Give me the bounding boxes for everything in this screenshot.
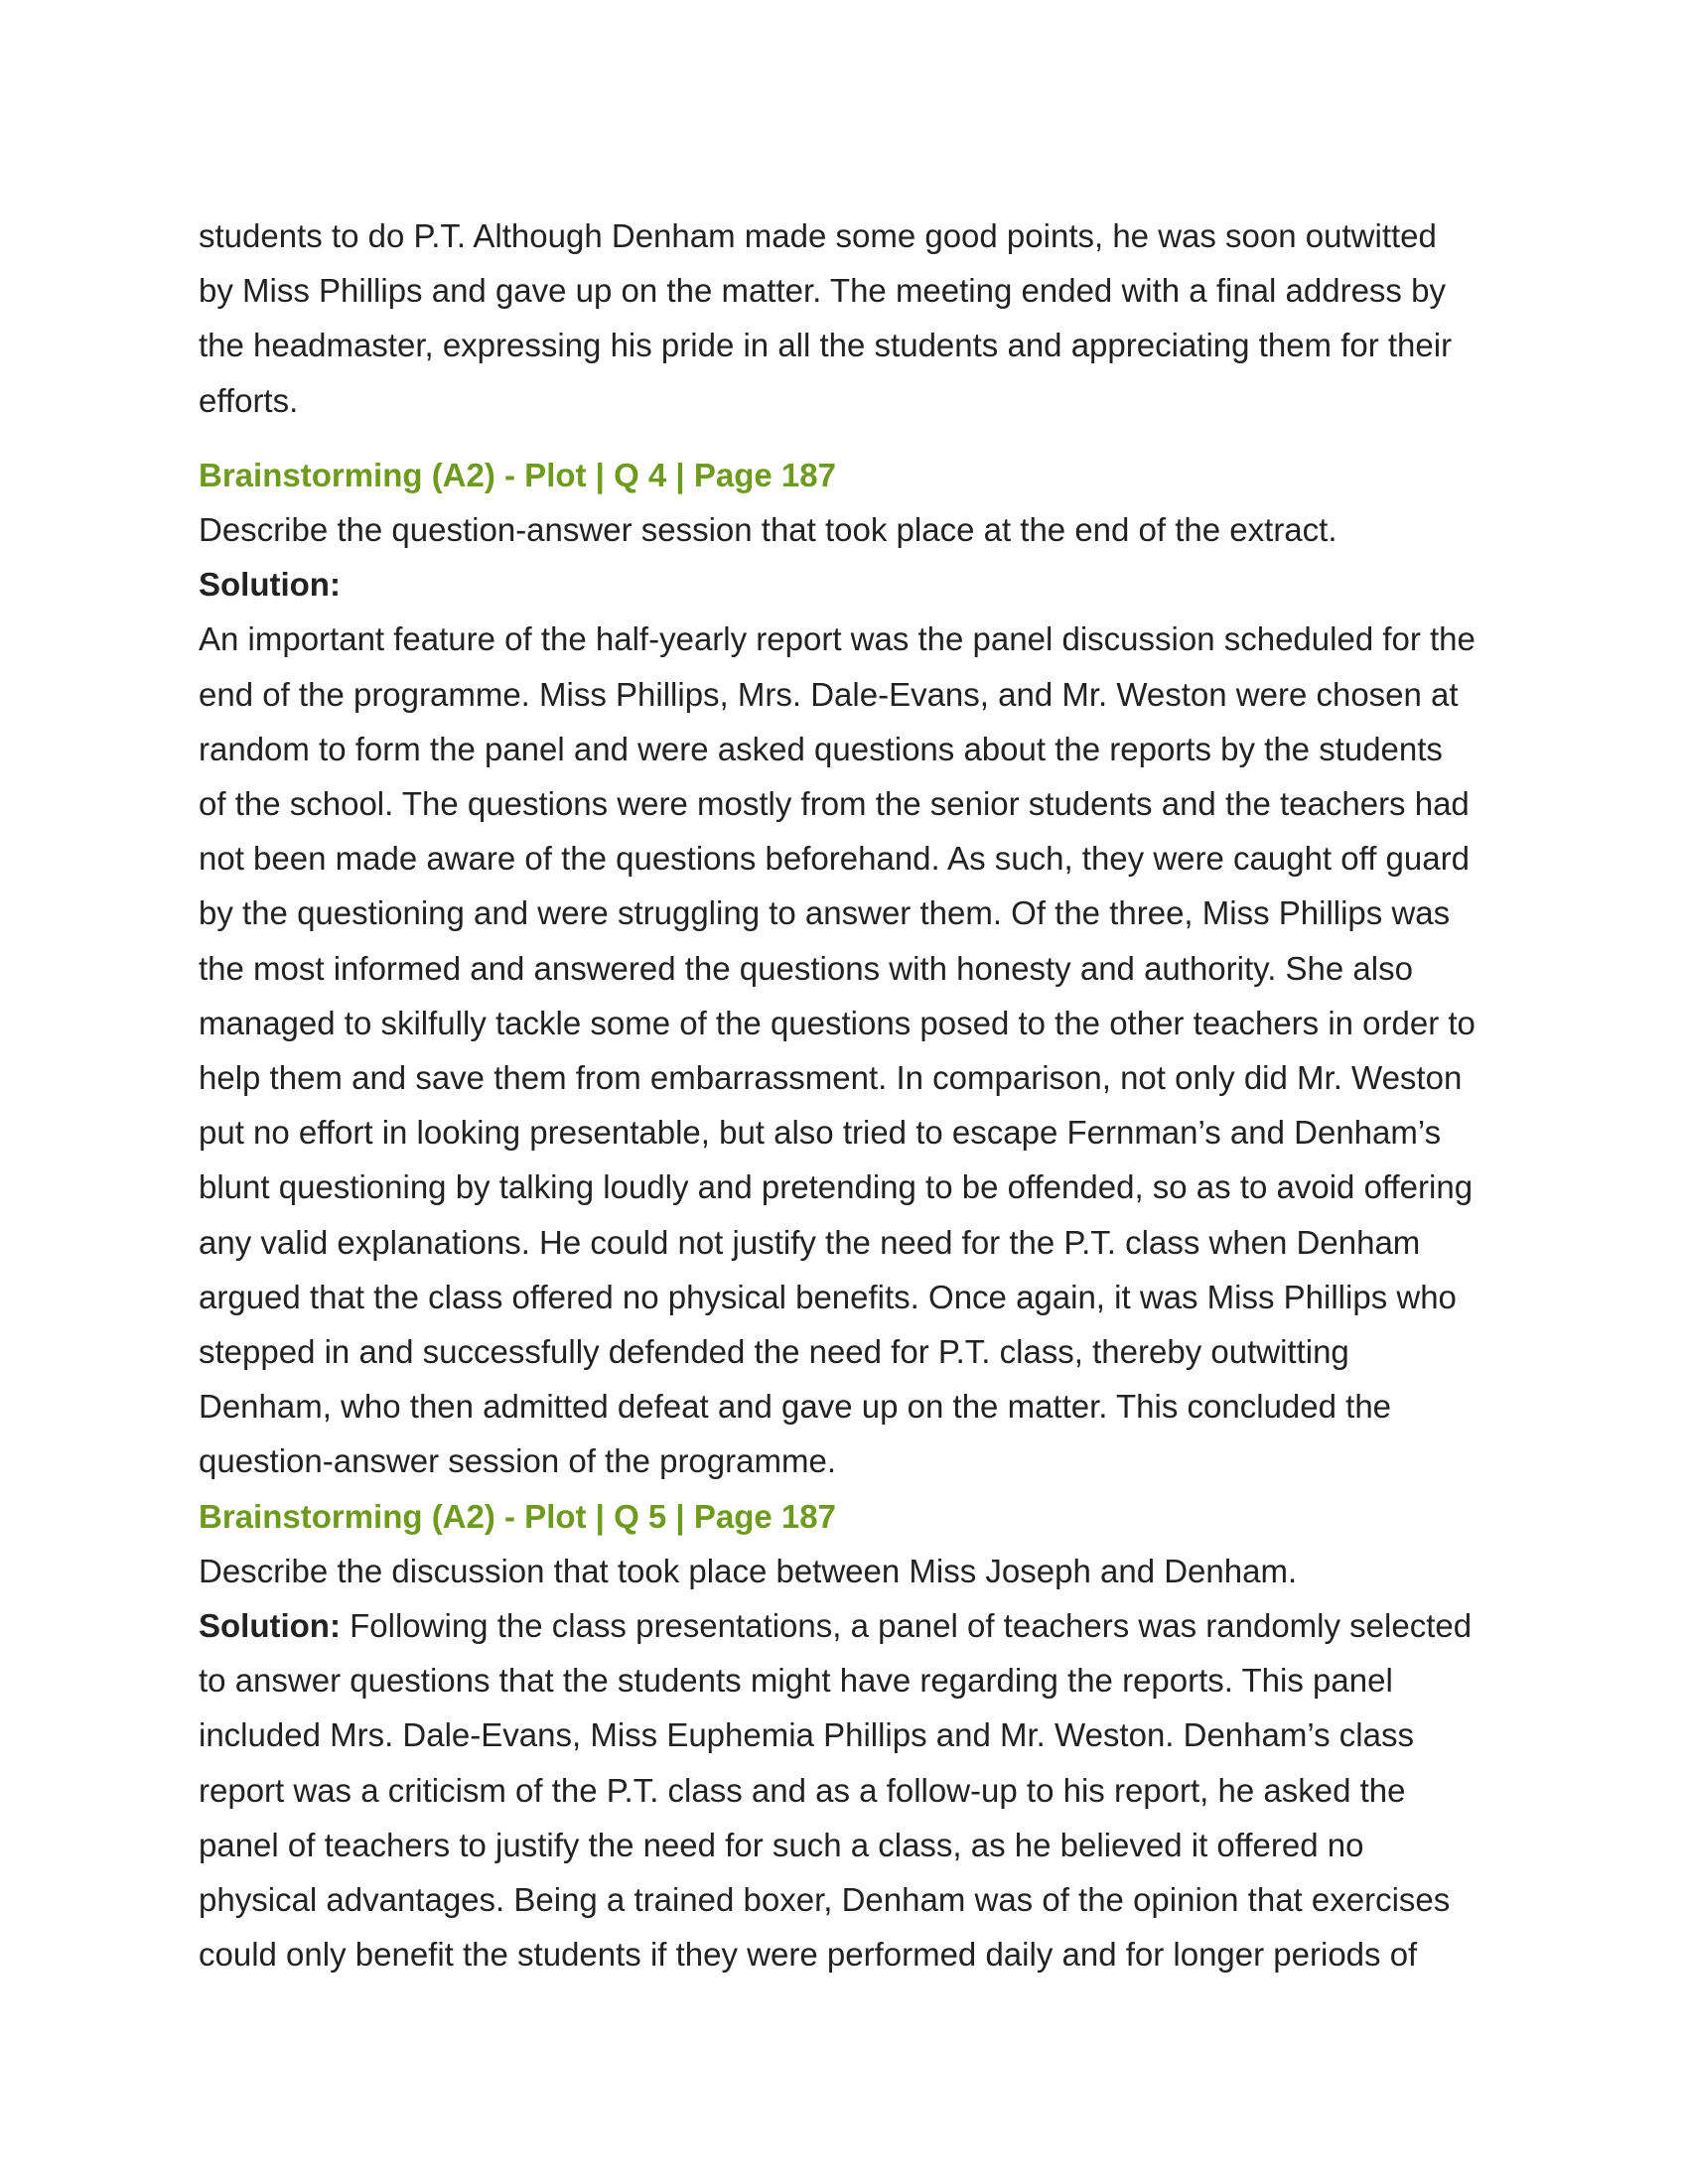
q5-section xyxy=(199,1489,1499,1982)
q5-answer-line: physical advantages. Being a trained boxer, Denham was of the opinion that exercises xyxy=(199,1881,1451,1919)
q5-answer-line: report was a criticism of the P.T. class and as a follow-up to his report, he asked the xyxy=(199,1771,1406,1809)
q4-answer-line: the most informed and answered the questions with honesty and authority. She also xyxy=(199,949,1413,987)
q5-answer-first-line xyxy=(199,1598,1499,1653)
q4-answer-line: argued that the class offered no physical benefits. Once again, it was Miss Phillips who xyxy=(199,1278,1457,1315)
intro-line: students to do P.T. Although Denham made some good points, he was soon outwitted xyxy=(199,217,1437,254)
q4-answer-line: question-answer session of the programme. xyxy=(199,1442,836,1480)
intro-line: the headmaster, expressing his pride in all the students and appreciating them for their xyxy=(199,327,1453,364)
q4-answer-line: end of the programme. Miss Phillips, Mrs. Dale-Evans, and Mr. Weston were chosen at xyxy=(199,675,1459,713)
q4-answer-line: stepped in and successfully defended the need for P.T. class, thereby outwitting xyxy=(199,1333,1349,1371)
q4-answer-line: managed to skilfully tackle some of the questions posed to the other teachers in order to xyxy=(199,1004,1476,1041)
q5-answer-line: panel of teachers to justify the need for such a class, as he believed it offered no xyxy=(199,1826,1364,1863)
q5-answer-line: to answer questions that the students might have regarding the reports. This panel xyxy=(199,1662,1393,1700)
q4-answer-line: blunt questioning by talking loudly and pretending to be offended, so as to avoid offering xyxy=(199,1168,1474,1206)
q5-answer-line: could only benefit the students if they were performed daily and for longer periods of xyxy=(199,1936,1418,1974)
q4-answer xyxy=(199,612,1499,1488)
q5-question: Describe the discussion that took place between Miss Joseph and Denham. xyxy=(199,1552,1298,1589)
document-page xyxy=(199,208,1499,1982)
intro-paragraph xyxy=(199,208,1499,428)
q5-answer-first-text: Following the class presentations, a panel of teachers was randomly selected xyxy=(340,1607,1473,1645)
q4-answer-line: random to form the panel and were asked questions about the reports by the students xyxy=(199,730,1443,767)
q4-answer-line: put no effort in looking presentable, but also tried to escape Fernman’s and Denham’s xyxy=(199,1114,1442,1152)
q4-answer-line: Denham, who then admitted defeat and gave up on the matter. This concluded the xyxy=(199,1388,1392,1426)
intro-line: by Miss Phillips and gave up on the matter. The meeting ended with a final address by xyxy=(199,272,1446,310)
q4-question: Describe the question-answer session that took place at the end of the extract. xyxy=(199,511,1337,549)
q4-answer-line: An important feature of the half-yearly report was the panel discussion scheduled for the xyxy=(199,620,1476,658)
q5-heading: Brainstorming (A2) - Plot | Q 5 | Page 187 xyxy=(199,1497,836,1535)
q4-answer-line: by the questioning and were struggling to answer them. Of the three, Miss Phillips was xyxy=(199,894,1451,932)
q5-answer-line: included Mrs. Dale-Evans, Miss Euphemia Phillips and Mr. Weston. Denham’s class xyxy=(199,1716,1414,1754)
q4-section xyxy=(199,448,1499,1489)
q5-solution-label: Solution: xyxy=(199,1607,341,1645)
q4-answer-line: any valid explanations. He could not justify the need for the P.T. class when Denham xyxy=(199,1223,1421,1261)
q5-answer xyxy=(199,1653,1499,1981)
q4-answer-line: not been made aware of the questions beforehand. As such, they were caught off guard xyxy=(199,840,1470,878)
q4-heading: Brainstorming (A2) - Plot | Q 4 | Page 187 xyxy=(199,456,836,493)
q4-answer-line: help them and save them from embarrassment. In comparison, not only did Mr. Weston xyxy=(199,1059,1463,1097)
q4-answer-line: of the school. The questions were mostly from the senior students and the teachers had xyxy=(199,785,1470,823)
q4-solution-label: Solution: xyxy=(199,566,341,604)
intro-line: efforts. xyxy=(199,381,299,419)
